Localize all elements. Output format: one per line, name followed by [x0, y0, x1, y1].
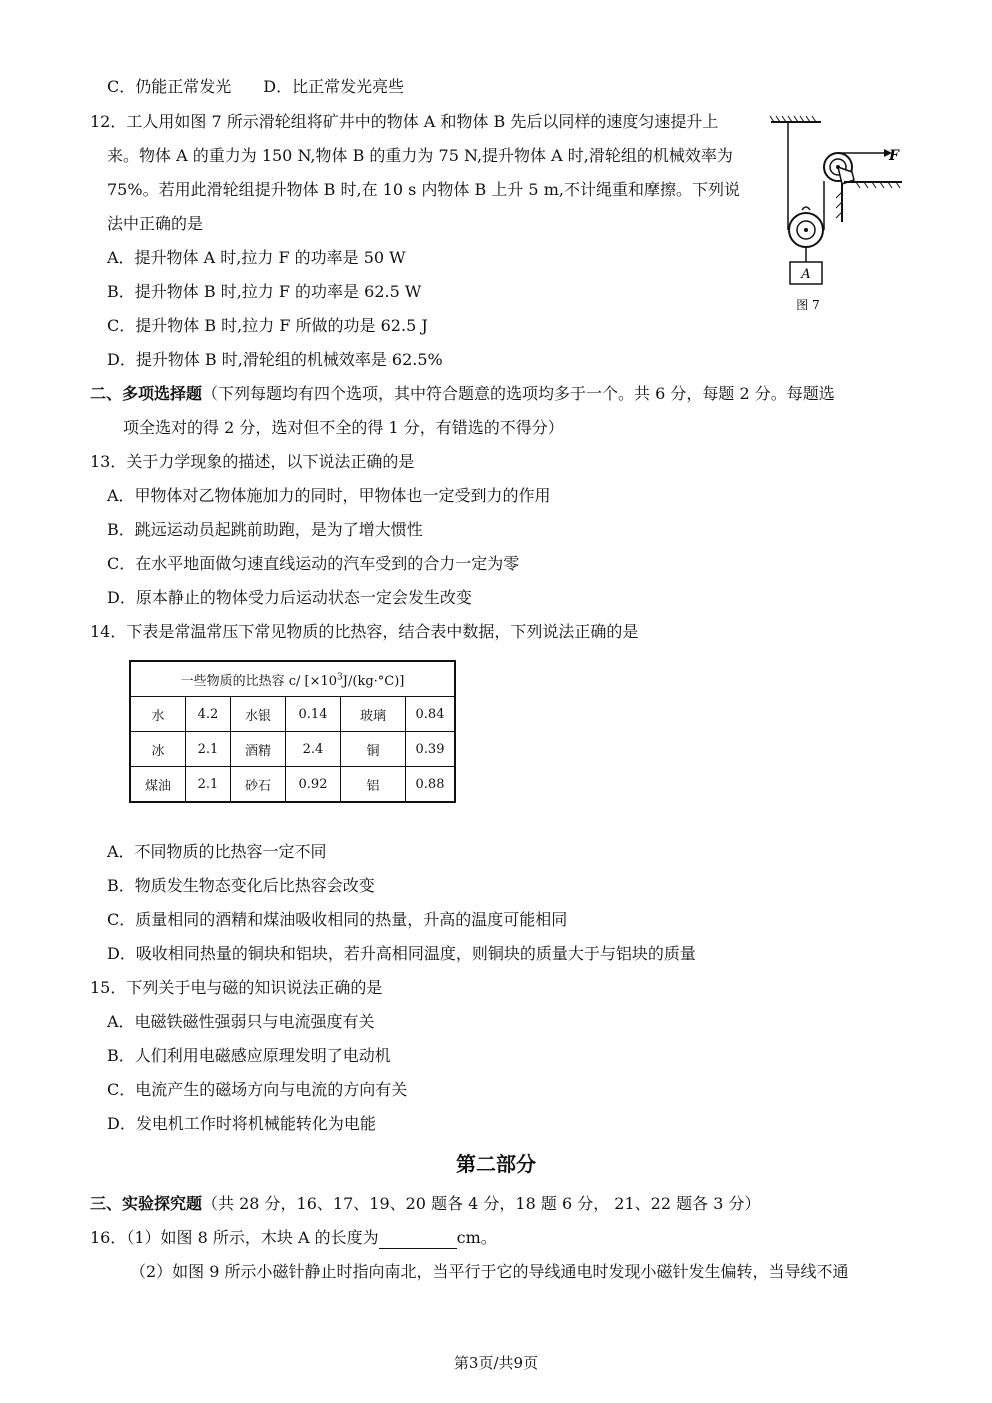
section-3-instructions: （共 28 分，16、17、19、20 题各 4 分，18 题 6 分， 21、22 题各 3 分） — [202, 1194, 761, 1213]
q12-stem-3: 75%。若用此滑轮组提升物体 B 时,在 10 s 内物体 B 上升 5 m,不计绳重和摩擦。下列说 — [107, 180, 740, 199]
q13-option-c: C．在水平地面做匀速直线运动的汽车受到的合力一定为零 — [107, 554, 520, 573]
q12-option-a: A．提升物体 A 时,拉力 F 的功率是 50 W — [107, 248, 406, 267]
object-a-label: A — [801, 267, 811, 282]
table-cell: 砂石 — [231, 767, 286, 803]
section-3-header — [90, 1193, 760, 1215]
q14-option-a: A．不同物质的比热容一定不同 — [107, 842, 327, 861]
specific-heat-table — [129, 660, 456, 803]
table-cell: 铜 — [341, 732, 406, 767]
q12-stem-2: 来。物体 A 的重力为 150 N,物体 B 的重力为 75 N,提升物体 A 时,滑轮组的机械效率为 — [107, 146, 733, 165]
q15-option-b: B．人们利用电磁感应原理发明了电动机 — [107, 1046, 391, 1065]
q12-option-b: B．提升物体 B 时,拉力 F 的功率是 62.5 W — [107, 282, 422, 301]
table-cell: 0.14 — [286, 697, 341, 732]
q16-part-1 — [90, 1227, 497, 1249]
page-footer: 第3页/共9页 — [453, 1354, 539, 1372]
figure-7-caption: 图 7 — [796, 298, 820, 312]
table-header: 一些物质的比热容 c/ $[\times 10^3J/(kg\cdot^\circ C)]$ — [130, 661, 455, 697]
table-cell: 2.1 — [186, 767, 231, 803]
table-cell: 0.39 — [406, 732, 456, 767]
q12-option-d: D．提升物体 B 时,滑轮组的机械效率是 62.5% — [107, 350, 443, 369]
q14-option-b: B．物质发生物态变化后比热容会改变 — [107, 876, 375, 895]
table-cell: 玻璃 — [341, 697, 406, 732]
table-cell: 铝 — [341, 767, 406, 803]
q15-option-c: C．电流产生的磁场方向与电流的方向有关 — [107, 1080, 408, 1099]
table-row — [130, 732, 455, 767]
section-2-header-2: 项全选对的得 2 分，选对但不全的得 1 分，有错选的不得分） — [123, 418, 564, 437]
table-cell: 0.92 — [286, 767, 341, 803]
part-2-heading: 第二部分 — [456, 1152, 536, 1176]
table-cell: 煤油 — [130, 767, 186, 803]
table-row — [130, 697, 455, 732]
q13-stem: 13．关于力学现象的描述，以下说法正确的是 — [90, 452, 415, 471]
section-3-title: 三、实验探究题 — [90, 1194, 203, 1213]
q16-part-1-text: 16．（1）如图 8 所示，木块 A 的长度为 — [90, 1228, 379, 1247]
answer-blank[interactable] — [379, 1232, 457, 1249]
table-cell: 0.88 — [406, 767, 456, 803]
table-row — [130, 767, 455, 803]
q15-option-a: A．电磁铁磁性强弱只与电流强度有关 — [107, 1012, 375, 1031]
q15-stem: 15．下列关于电与磁的知识说法正确的是 — [90, 978, 383, 997]
q13-option-b: B．跳远运动员起跳前助跑，是为了增大惯性 — [107, 520, 423, 539]
table-cell: 4.2 — [186, 697, 231, 732]
q14-stem: 14．下表是常温常压下常见物质的比热容，结合表中数据，下列说法正确的是 — [90, 622, 639, 641]
q16-unit: cm。 — [456, 1228, 497, 1247]
q12-stem-1: 12．工人用如图 7 所示滑轮组将矿井中的物体 A 和物体 B 先后以同样的速度匀速提升上 — [90, 112, 719, 131]
q12-stem-4: 法中正确的是 — [107, 214, 204, 233]
table-cell: 2.1 — [186, 732, 231, 767]
table-cell: 水 — [130, 697, 186, 732]
q13-option-a: A．甲物体对乙物体施加力的同时，甲物体也一定受到力的作用 — [107, 486, 551, 505]
table-cell: 2.4 — [286, 732, 341, 767]
q13-option-d: D．原本静止的物体受力后运动状态一定会发生改变 — [107, 588, 472, 607]
q12-option-c: C．提升物体 B 时,拉力 F 所做的功是 62.5 J — [107, 316, 428, 335]
table-cell: 水银 — [231, 697, 286, 732]
q14-option-d: D．吸收相同热量的铜块和铝块，若升高相同温度，则铜块的质量大于与铝块的质量 — [107, 944, 696, 963]
table-cell: 酒精 — [231, 732, 286, 767]
force-f-label: F — [889, 148, 899, 164]
table-cell: 0.84 — [406, 697, 456, 732]
q15-option-d: D．发电机工作时将机械能转化为电能 — [107, 1114, 376, 1133]
q14-option-c: C．质量相同的酒精和煤油吸收相同的热量，升高的温度可能相同 — [107, 910, 568, 929]
table-header-row — [130, 661, 455, 697]
q16-part-2: （2）如图 9 所示小磁针静止时指向南北，当平行于它的导线通电时发现小磁针发生偏转，当导线不通 — [130, 1262, 849, 1281]
section-2-instructions: （下列每题均有四个选项，其中符合题意的选项均多于一个。共 6 分，每题 2 分。每题选 — [202, 384, 835, 403]
section-2-title: 二、多项选择题 — [90, 384, 203, 403]
table-cell: 冰 — [130, 732, 186, 767]
q11-options-cd: C．仍能正常发光 D．比正常发光亮些 — [107, 77, 405, 96]
pulley-figure-7 — [766, 112, 906, 322]
section-2-header-1 — [90, 383, 835, 405]
